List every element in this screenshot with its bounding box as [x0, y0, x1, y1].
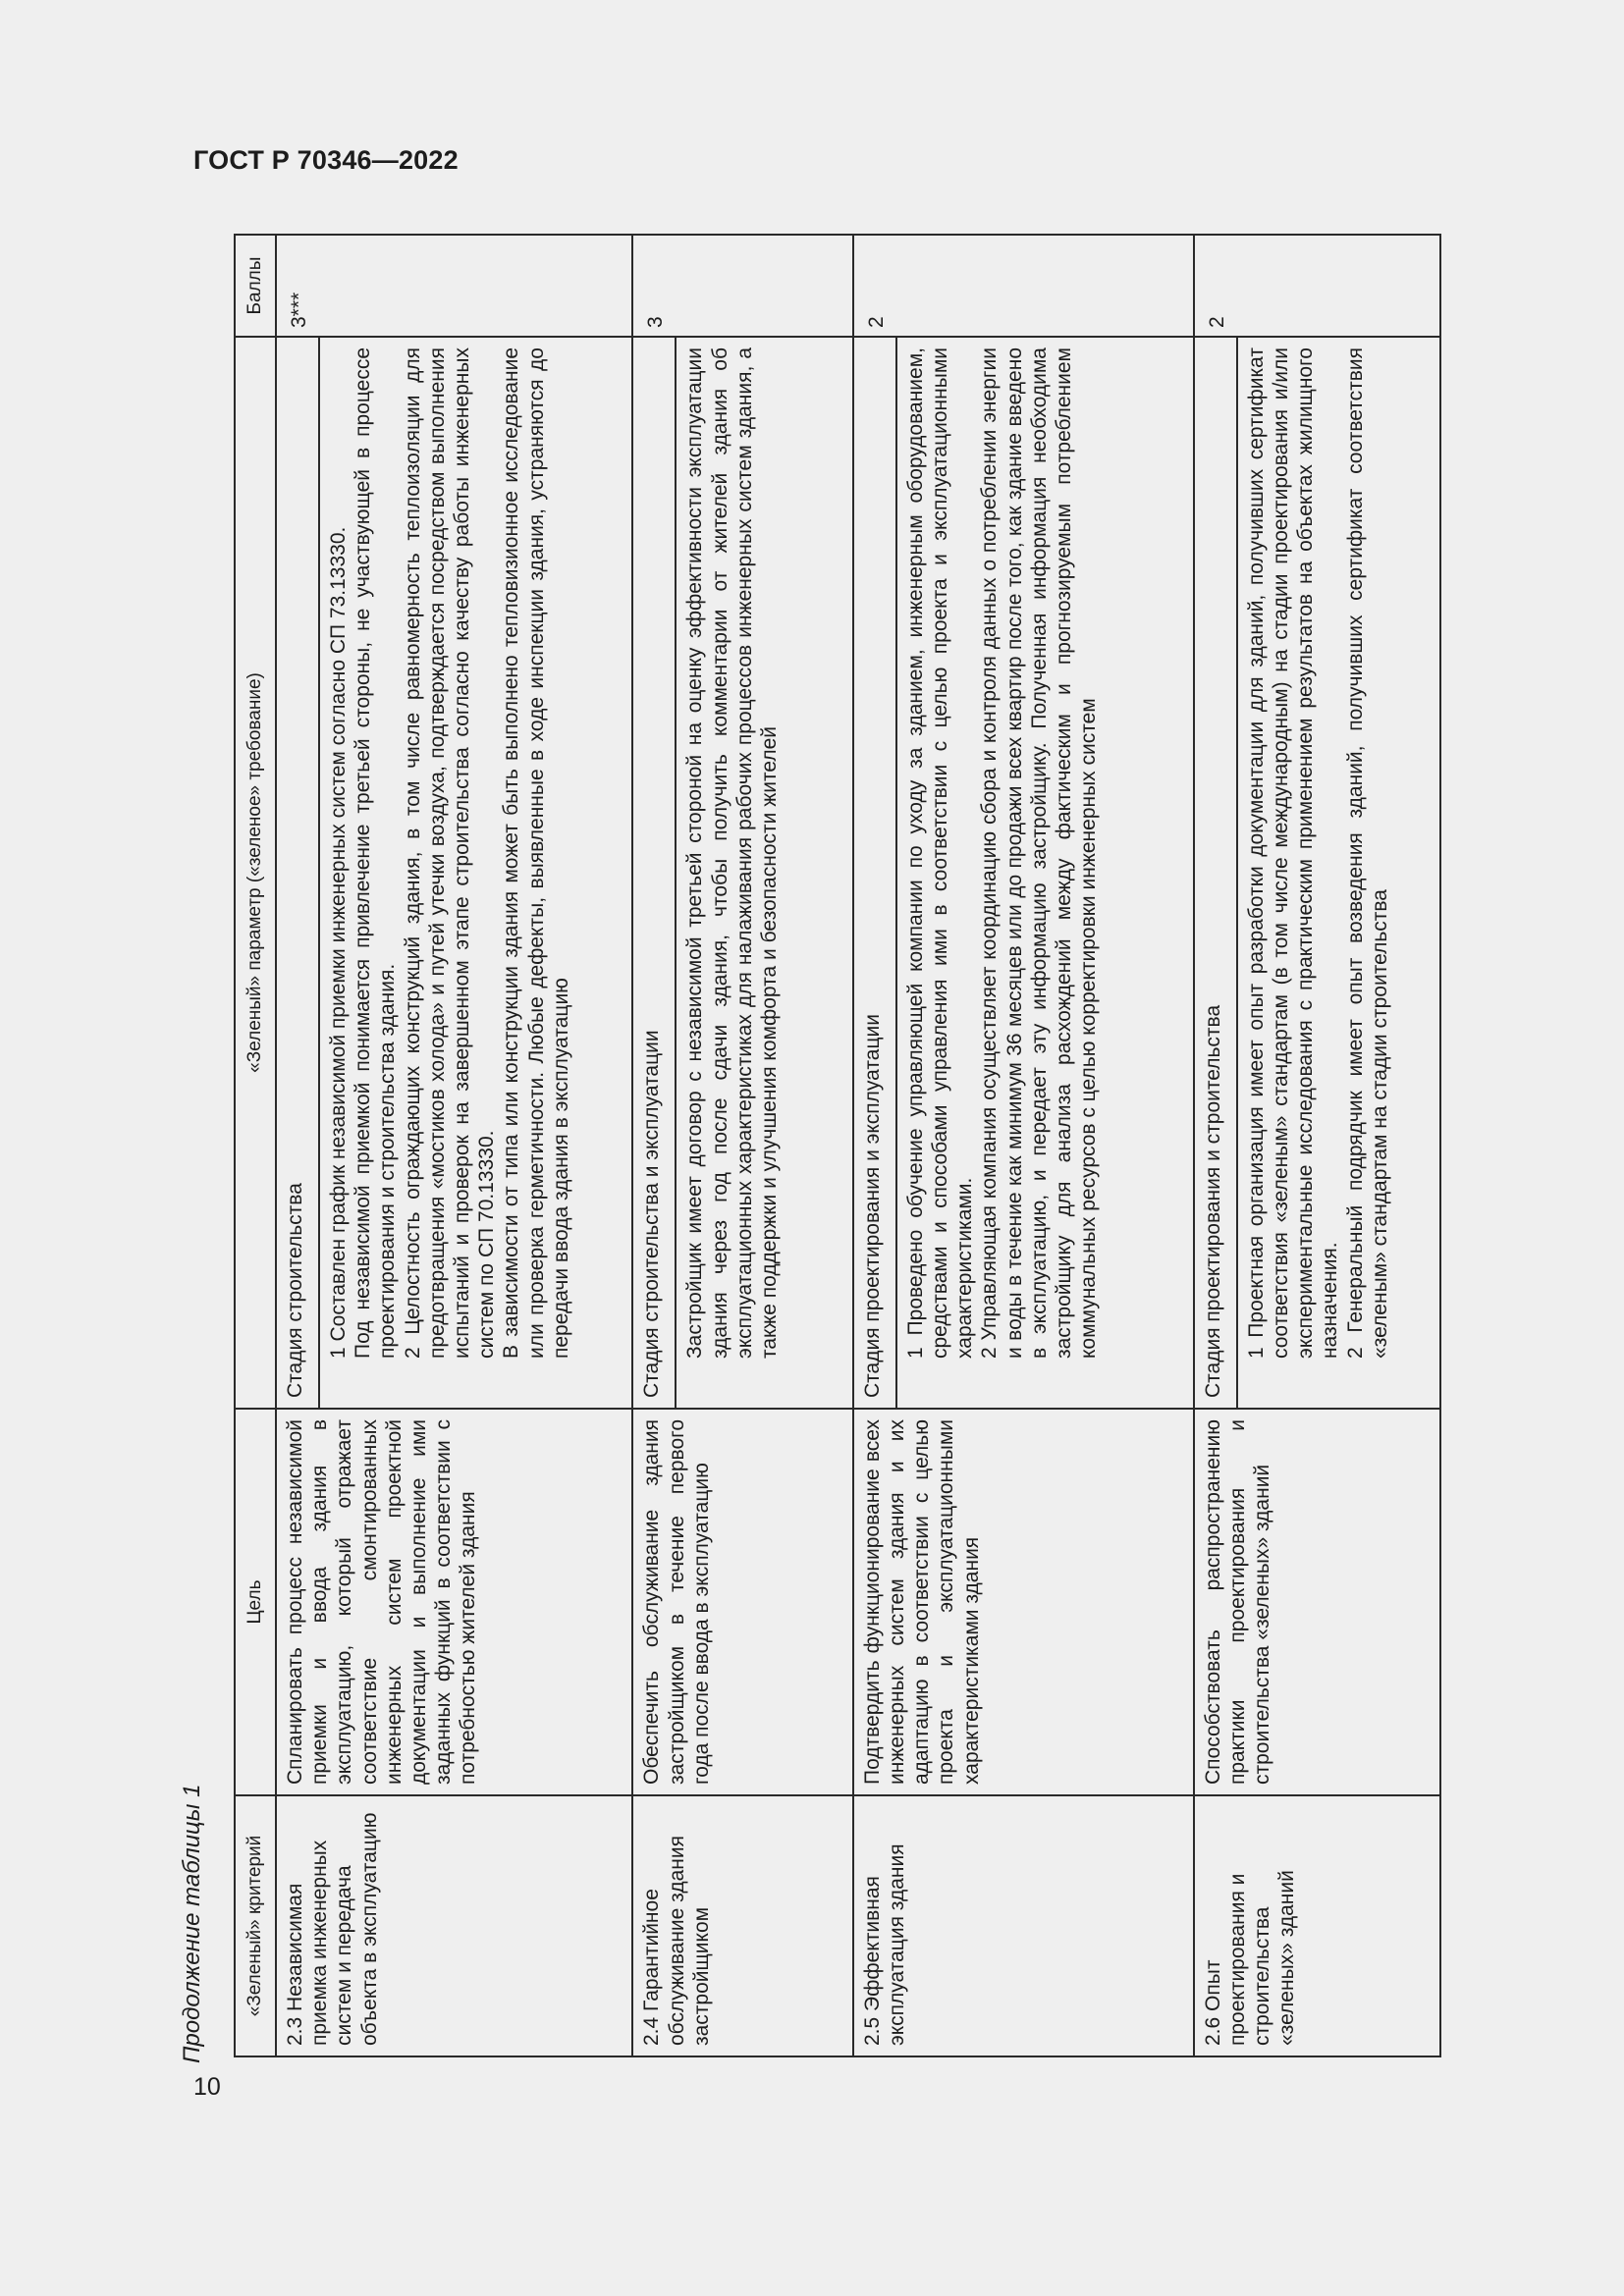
goal-cell: Обеспечить обслуживание здания застройщиком в течение первого года после ввода в эксплуатацию: [632, 1409, 853, 1795]
score-cell: 3***: [276, 235, 632, 337]
column-header-criterion: «Зеленый» критерий: [235, 1795, 276, 2056]
document-header: ГОСТ Р 70346—2022: [193, 145, 459, 175]
table-row: [276, 235, 632, 2056]
requirement-line: 2 Генеральный подрядчик имеет опыт возведения зданий, получивших сертификат соответствия «зеленым» стандартам на стадии строительства: [1343, 347, 1391, 1359]
requirement-line: Застройщик имеет договор с независимой третьей стороной на оценку эффективности эксплуатации здания через год после сдачи здания, чтобы получить комментарии от жителей здания об эксплуатационных характеристиках для налаживания рабочих процессов инженерных систем здания, а также поддержки и улучшения комфорта и безопасности жителей: [683, 347, 781, 1359]
requirement-line: 2 Управляющая компания осуществляет координацию сбора и контроля данных о потреблении энергии и воды в течение как минимум 36 месяцев или до продажи всех квартир после того, как здание введено в эксплуатацию, и передает эту информацию застройщику. Полученная информация необходима застройщику для анализа расхождений между фактическим и прогнозируемым потреблением коммунальных ресурсов с целью корректировки инженерных систем: [978, 347, 1101, 1359]
table-row: [632, 235, 853, 2056]
column-header-goal: Цель: [235, 1409, 276, 1795]
goal-cell: Подтвердить функционирование всех инженерных систем здания и их адаптацию в соответствии с целью проекта и эксплуатационными характеристиками здания: [853, 1409, 1194, 1795]
stage-label: Стадия проектирования и строительства: [1195, 338, 1238, 1408]
requirement-text: [320, 338, 631, 1408]
requirement-line: 1 Проведено обучение управляющей компании по уходу за зданием, инженерным оборудованием, средствами и способами управления ими в соответствии с целью проекта и эксплуатационными характеристиками.: [903, 347, 977, 1359]
column-header-parameter: «Зеленый» параметр («зеленое» требование): [235, 337, 276, 1409]
parameter-cell: [1194, 337, 1440, 1409]
requirement-line: В зависимости от типа или конструкции здания может быть выполнено тепловизионное исследование или проверка герметичности. Любые дефекты, выявленные в ходе инспекции здания, устраняются до передачи ввода здания в эксплуатацию: [500, 347, 572, 1359]
goal-cell: Способствовать распространению практики проектирования и строительства «зеленых» зданий: [1194, 1409, 1440, 1795]
column-header-score: Баллы: [235, 235, 276, 337]
rotated-table-area: [179, 228, 1445, 2063]
page-number: 10: [193, 2073, 221, 2101]
parameter-cell: [276, 337, 632, 1409]
requirement-line: 1 Проектная организация имеет опыт разработки документации для зданий, получивших сертификат соответствия «зеленым» стандартам (в том числе международным) на стадии проектирования и/или экспериментальные исследования с практическим применением результатов на объектах жилищного назначения.: [1244, 347, 1342, 1359]
criteria-table: [234, 234, 1441, 2057]
table-caption: Продолжение таблицы 1: [179, 1784, 205, 2063]
table-row: [853, 235, 1194, 2056]
requirement-text: [1238, 338, 1439, 1408]
requirement-line: 2 Целостность ограждающих конструкций здания, в том числе равномерность теплоизоляции для предотвращения «мостиков холода» и путей утечки воздуха, подтверждается посредством выполнения испытаний и проверок на завершенном этапе строительства согласно качеству работы инженерных систем по СП 70.13330.: [401, 347, 499, 1359]
stage-label: Стадия строительства и эксплуатации: [633, 338, 677, 1408]
score-cell: 2: [1194, 235, 1440, 337]
requirement-line: Под независимой приемкой понимается привлечение третьей стороны, не участвующей в процессе проектирования и строительства здания.: [352, 347, 400, 1359]
requirement-text: [897, 338, 1193, 1408]
stage-label: Стадия строительства: [277, 338, 320, 1408]
score-cell: 2: [853, 235, 1194, 337]
score-cell: 3: [632, 235, 853, 337]
parameter-cell: [632, 337, 853, 1409]
parameter-cell: [853, 337, 1194, 1409]
goal-cell: Спланировать процесс независимой приемки и ввода здания в эксплуатацию, который отражает соответствие смонтированных инженерных систем проектной документации и выполнение ими заданных функций в соответствии с потребностью жителей здания: [276, 1409, 632, 1795]
criterion-cell: 2.3 Независимая приемка инженерных систем и передача объекта в эксплуатацию: [276, 1795, 632, 2056]
table-row: [1194, 235, 1440, 2056]
table-header-row: [235, 235, 276, 2056]
criterion-cell: 2.5 Эффективная эксплуатация здания: [853, 1795, 1194, 2056]
criterion-cell: 2.6 Опыт проектирования и строительства «зеленых» зданий: [1194, 1795, 1440, 2056]
stage-label: Стадия проектирования и эксплуатации: [854, 338, 897, 1408]
criterion-cell: 2.4 Гарантийное обслуживание здания застройщиком: [632, 1795, 853, 2056]
requirement-text: [677, 338, 852, 1408]
requirement-line: 1 Составлен график независимой приемки инженерных систем согласно СП 73.13330.: [327, 526, 350, 1359]
